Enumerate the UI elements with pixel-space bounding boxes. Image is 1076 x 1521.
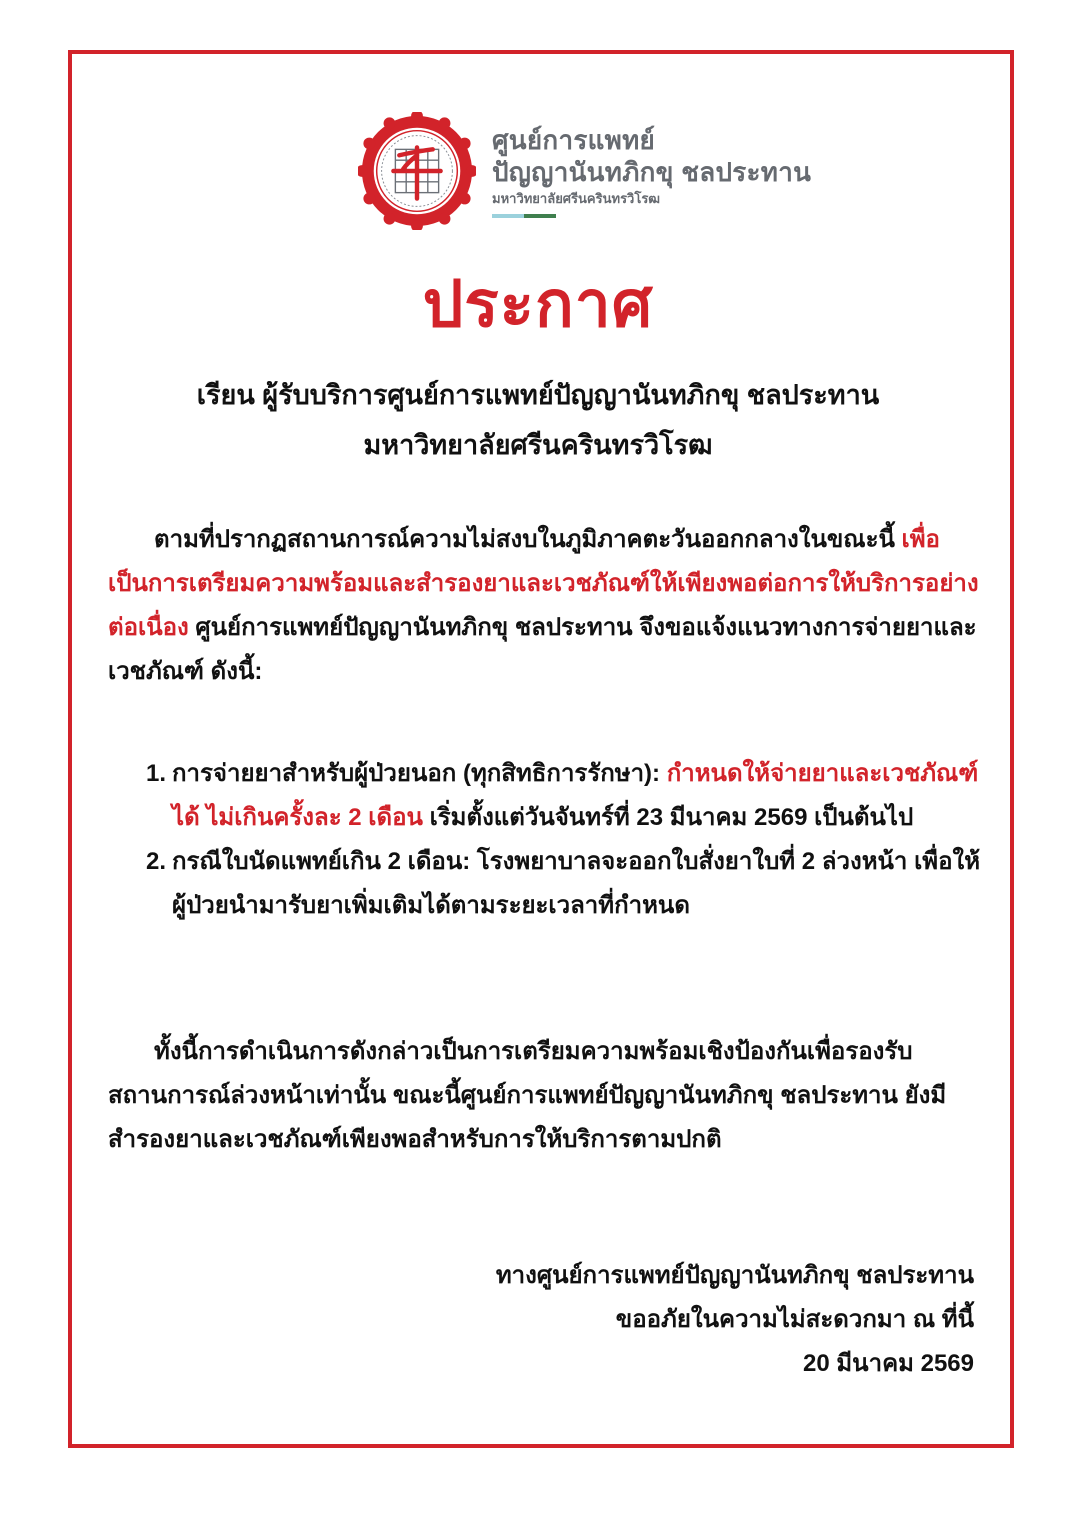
announcement-border [68,50,1014,1448]
org-underline [492,214,556,218]
policy-text-start: การจ่ายยาสำหรับผู้ป่วยนอก (ทุกสิทธิการรักษา): [172,760,667,787]
intro-paragraph [108,518,988,694]
addressee-line1: เรียน ผู้รับบริการศูนย์การแพทย์ปัญญานันทภิกขุ ชลประทาน [196,380,880,410]
signature-block [496,1254,974,1386]
org-name-block [492,124,811,218]
addressee [0,370,1076,470]
policy-text: กรณีใบนัดแพทย์เกิน 2 เดือน: โรงพยาบาลจะออกใบสั่งยาใบที่ 2 ล่วงหน้า เพื่อให้ผู้ป่วยนำมารับยาเพิ่มเติมได้ตามระยะเวลาที่กำหนด [172,848,981,919]
addressee-line2: มหาวิทยาลัยศรีนครินทรวิโรฒ [363,430,713,460]
policy-item [108,840,988,928]
org-name-line1: ศูนย์การแพทย์ [492,125,656,155]
policy-text-end: เริ่มตั้งแต่วันจันทร์ที่ 23 มีนาคม 2569 เป็นต้นไป [422,804,914,831]
org-name-line2: ปัญญานันทภิกขุ ชลประทาน [492,157,812,187]
signature-line2: ขออภัยในความไม่สะดวกมา ณ ที่นี้ [615,1306,974,1333]
intro-text-end: ศูนย์การแพทย์ปัญญานันทภิกขุ ชลประทาน จึงขอแจ้งแนวทางการจ่ายยาและเวชภัณฑ์ ดังนี้: [108,614,977,685]
policy-item [108,752,988,840]
header-logo [358,106,811,236]
policy-number: 2. [145,848,166,875]
closing-paragraph: ทั้งนี้การดำเนินการดังกล่าวเป็นการเตรียมความพร้อมเชิงป้องกันเพื่อรองรับสถานการณ์ล่วงหน้าเท่านั้น ขณะนี้ศูนย์การแพทย์ปัญญานันทภิกขุ ชลประทาน ยังมีสำรองยาและเวชภัณฑ์เพียงพอสำหรับการให้บริการตามปกติ [108,1038,947,1153]
policy-number: 1. [145,760,166,787]
policy-list [108,752,988,928]
signature-line1: ทางศูนย์การแพทย์ปัญญานันทภิกขุ ชลประทาน [495,1262,974,1289]
university-name: มหาวิทยาลัยศรีนครินทรวิโรฒ [492,191,661,206]
policy-highlight: กำหนดให้จ่ายยาและเวชภัณฑ์ได้ ไม่เกินครั้งละ 2 เดือน [172,760,979,831]
policy-text [172,752,988,840]
intro-text: ตามที่ปรากฏสถานการณ์ความไม่สงบในภูมิภาคตะวันออกกลางในขณะนี้ [154,526,895,553]
hospital-seal-icon [358,112,476,230]
announcement-title: ประกาศ [422,268,654,340]
signature-date: 20 มีนาคม 2569 [803,1350,974,1377]
intro-highlight: เพื่อเป็นการเตรียมความพร้อมและสำรองยาและเวชภัณฑ์ให้เพียงพอต่อการให้บริการอย่างต่อเนื่อง [108,526,979,641]
